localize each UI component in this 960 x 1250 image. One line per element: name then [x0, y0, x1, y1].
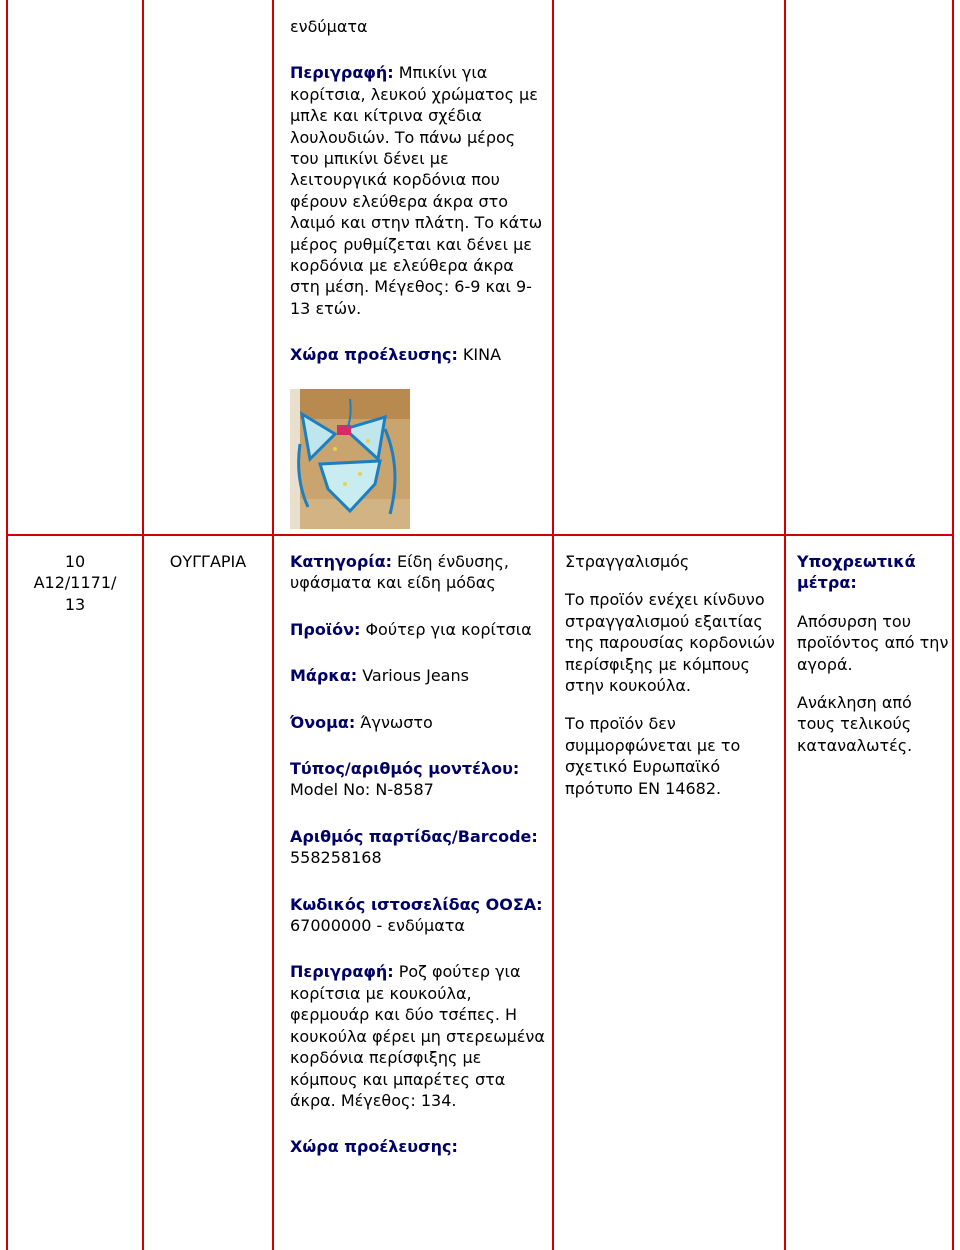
batch-label: Αριθμός παρτίδας/Barcode:	[290, 826, 538, 846]
table-border-col1	[142, 0, 144, 1250]
model-label: Τύπος/αριθμός μοντέλου:	[290, 759, 520, 779]
table-border-col2	[272, 0, 274, 1250]
product	[290, 619, 545, 640]
category-label: Κατηγορία:	[290, 552, 392, 571]
description-text: Ροζ φούτερ για κορίτσια με κουκούλα, φερμουάρ και δύο τσέπες. Η κουκούλα φέρει μη στερεωμένα κορδόνια περίσφιξης με κόμπους και μπαρέτες στα άκρα. Μέγεθος: 134.	[290, 962, 545, 1110]
model	[290, 758, 545, 801]
risk-cell	[565, 551, 777, 799]
oecd-code	[290, 894, 545, 937]
top-product-cell	[290, 16, 545, 366]
oecd-value: 67000000 - ενδύματα	[290, 916, 465, 936]
origin	[290, 1136, 545, 1157]
description	[290, 961, 545, 1111]
brand-label: Μάρκα:	[290, 666, 358, 686]
bikini-photo	[290, 389, 410, 529]
top-description-text: Μπικίνι για κορίτσια, λευκού χρώματος με μπλε και κίτρινα σχέδια λουλουδιών. Το πάνω μέρος του μπικίνι δένει με λειτουργικά κορδόνια που φέρουν ελεύθερα άκρα στο λαιμό και στην πλάτη. Το κάτω μέρος ρυθμίζεται και δένει με κορδόνια με ελεύθερα άκρα στη μέση. Μέγεθος: 6-9 και 9-13 ετών.	[290, 63, 543, 318]
bikini-photo-icon	[290, 389, 410, 529]
reference-number: 10	[64, 552, 86, 571]
reference-cell	[10, 551, 140, 615]
table-border-col4	[784, 0, 786, 1250]
product-label: Προϊόν:	[290, 619, 361, 639]
top-origin-label: Χώρα προέλευσης:	[290, 345, 458, 365]
risk-description: Το προϊόν ενέχει κίνδυνο στραγγαλισμού εξαιτίας της παρουσίας κορδονιών περίσφιξης με κόμπους στην κουκούλα.	[565, 590, 775, 696]
category-value: Είδη ένδυσης, υφάσματα και είδη μόδας	[290, 552, 509, 593]
table-border-right	[952, 0, 954, 1250]
risk-standard: Το προϊόν δεν συμμορφώνεται με το σχετικό Ευρωπαϊκό πρότυπο EN 14682.	[565, 714, 741, 798]
batch-value: 558258168	[290, 848, 382, 868]
category	[290, 551, 545, 594]
product-cell	[290, 551, 545, 1158]
name-label: Όνομα:	[290, 712, 356, 732]
brand-value: Various Jeans	[357, 666, 469, 686]
product-value: Φούτερ για κορίτσια	[360, 619, 532, 639]
batch-barcode	[290, 826, 545, 869]
measures-cell	[797, 551, 949, 756]
brand	[290, 665, 545, 686]
product-name	[290, 712, 545, 733]
measures-label: Υποχρεωτικά μέτρα:	[797, 552, 916, 593]
country-cell	[146, 551, 270, 572]
reference-code: A12/1171/	[33, 573, 117, 593]
name-value: Άγνωστο	[355, 712, 433, 732]
measure-withdrawal: Απόσυρση του προϊόντος από την αγορά.	[797, 611, 949, 674]
table-border-left	[6, 0, 8, 1250]
top-origin-value: ΚΙΝΑ	[457, 345, 502, 365]
model-value: Model No: N-8587	[290, 780, 434, 800]
measure-recall: Ανάκληση από τους τελικούς καταναλωτές.	[797, 693, 913, 755]
origin-label: Χώρα προέλευσης:	[290, 1137, 458, 1157]
top-description	[290, 62, 545, 319]
table-border-col3	[552, 0, 554, 1250]
description-label: Περιγραφή:	[290, 962, 394, 982]
reference-year: 13	[64, 594, 86, 614]
top-origin	[290, 344, 545, 365]
oecd-label: Κωδικός ιστοσελίδας ΟΟΣΑ:	[290, 894, 543, 914]
top-description-label: Περιγραφή:	[290, 63, 394, 83]
risk-type: Στραγγαλισμός	[565, 552, 690, 571]
notifying-country: ΟΥΓΓΑΡΙΑ	[169, 552, 247, 571]
row-divider	[6, 534, 954, 536]
top-category-tail: ενδύματα	[290, 17, 368, 36]
